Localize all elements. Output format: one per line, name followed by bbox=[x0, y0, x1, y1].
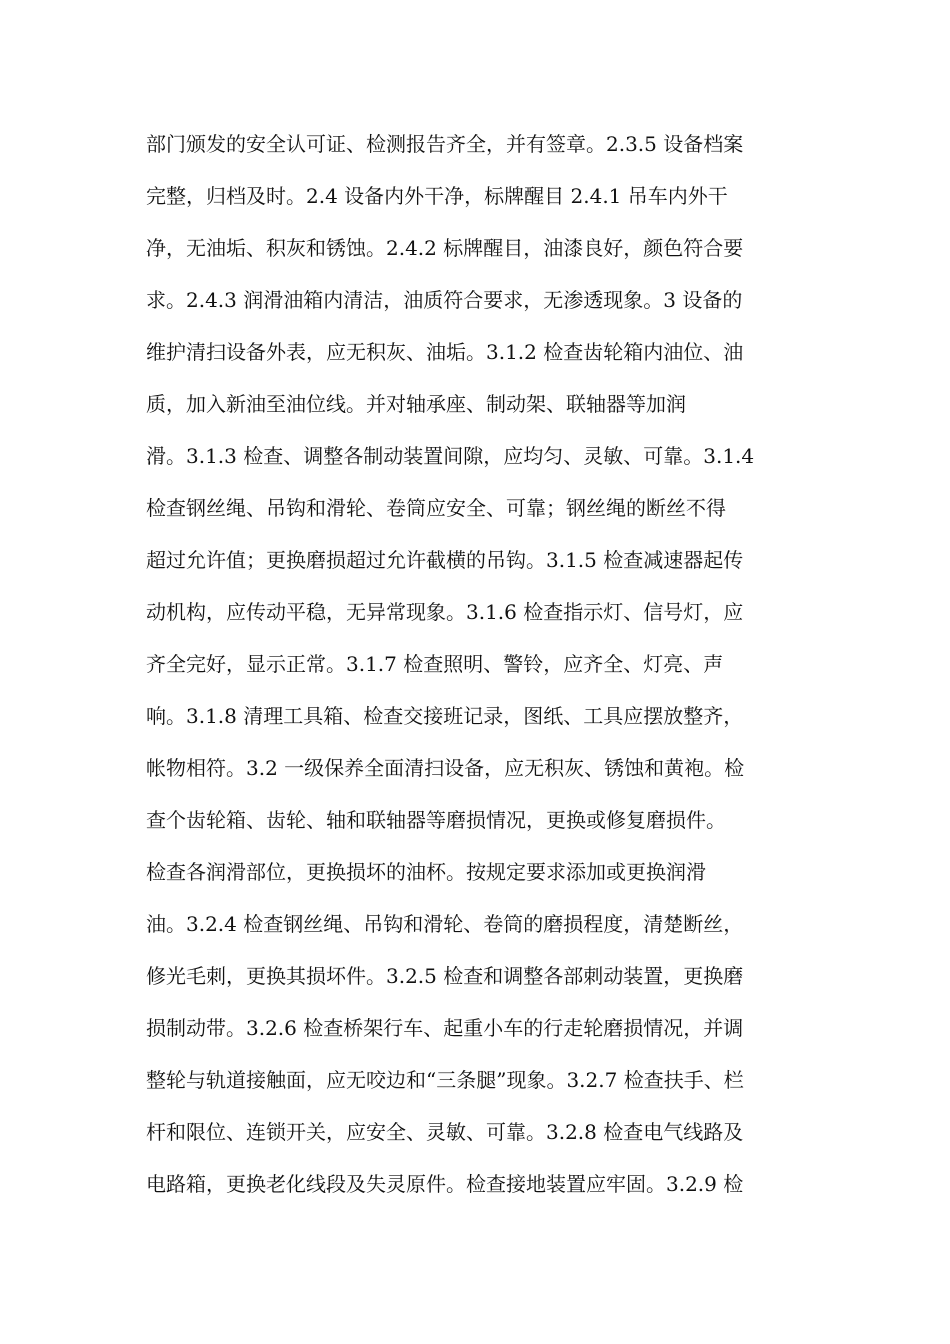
text-line-15: 检查各润滑部位，更换损坏的油杯。按规定要求添加或更换润滑 bbox=[146, 860, 706, 884]
text-line-11: 齐全完好，显示正常。3.1.7 检查照明、警铃，应齐全、灯亮、声 bbox=[146, 652, 724, 676]
text-line-14: 查个齿轮箱、齿轮、轴和联轴器等磨损情况，更换或修复磨损件。 bbox=[146, 808, 726, 832]
text-line-20: 杆和限位、连锁开关，应安全、灵敏、可靠。3.2.8 检查电气线路及 bbox=[146, 1120, 744, 1144]
text-line-1: 部门颁发的安全认可证、检测报告齐全，并有签章。2.3.5 设备档案 bbox=[146, 132, 744, 156]
text-line-8: 检查钢丝绳、吊钩和滑轮、卷筒应安全、可靠；钢丝绳的断丝不得 bbox=[146, 496, 726, 520]
text-line-19: 整轮与轨道接触面，应无咬边和“三条腿”现象。3.2.7 检查扶手、栏 bbox=[146, 1068, 744, 1092]
text-line-2: 完整，归档及时。2.4 设备内外干净，标牌醒目 2.4.1 吊车内外干 bbox=[146, 184, 728, 208]
text-line-9: 超过允许值；更换磨损超过允许截横的吊钩。3.1.5 检查减速器起传 bbox=[146, 548, 744, 572]
text-line-7: 滑。3.1.3 检查、调整各制动装置间隙，应均匀、灵敏、可靠。3.1.4 bbox=[146, 444, 755, 468]
text-line-4: 求。2.4.3 润滑油箱内清洁，油质符合要求，无渗透现象。3 设备的 bbox=[146, 288, 743, 312]
text-line-5: 维护清扫设备外表，应无积灰、油垢。3.1.2 检查齿轮箱内油位、油 bbox=[146, 340, 744, 364]
text-line-12: 响。3.1.8 清理工具箱、检查交接班记录，图纸、工具应摆放整齐， bbox=[146, 704, 744, 728]
text-line-10: 动机构，应传动平稳，无异常现象。3.1.6 检查指示灯、信号灯，应 bbox=[146, 600, 744, 624]
text-line-18: 损制动带。3.2.6 检查桥架行车、起重小车的行走轮磨损情况，并调 bbox=[146, 1016, 744, 1040]
text-line-21: 电路箱，更换老化线段及失灵原件。检查接地装置应牢固。3.2.9 检 bbox=[146, 1172, 744, 1196]
text-line-17: 修光毛刺，更换其损坏件。3.2.5 检查和调整各部刺动装置，更换磨 bbox=[146, 964, 744, 988]
text-line-3: 净，无油垢、积灰和锈蚀。2.4.2 标牌醒目，油漆良好，颜色符合要 bbox=[146, 236, 744, 260]
text-line-13: 帐物相符。3.2 一级保养全面清扫设备，应无积灰、锈蚀和黄袍。检 bbox=[146, 756, 745, 780]
text-line-6: 质，加入新油至油位线。并对轴承座、制动架、联轴器等加润 bbox=[146, 392, 686, 416]
body-text bbox=[146, 118, 806, 1210]
text-line-16: 油。3.2.4 检查钢丝绳、吊钩和滑轮、卷筒的磨损程度，清楚断丝， bbox=[146, 912, 744, 936]
